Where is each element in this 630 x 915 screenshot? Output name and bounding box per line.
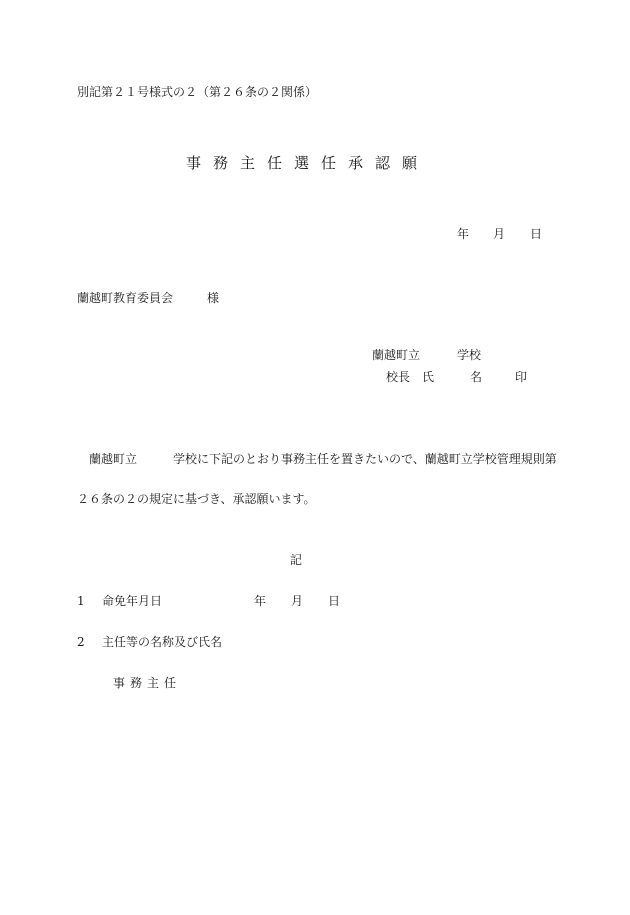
ki-heading: 記 xyxy=(290,553,303,567)
sender-school-suffix: 学校 xyxy=(457,348,482,362)
item2-label: 主任等の名称及び氏名 xyxy=(102,635,223,649)
item2-number: 2 xyxy=(77,635,85,649)
addressee-name: 蘭越町教育委員会 xyxy=(77,291,174,305)
form-identifier: 別記第２１号様式の２（第２６条の２関係） xyxy=(77,85,318,99)
date-day-label: 日 xyxy=(530,227,543,241)
sender-school-prefix: 蘭越町立 xyxy=(372,348,421,362)
item1-month-label: 月 xyxy=(291,594,304,608)
date-year-label: 年 xyxy=(457,227,470,241)
item1-label: 命免年月日 xyxy=(102,594,163,608)
position-title: 事務主任 xyxy=(113,676,182,690)
item1-number: 1 xyxy=(77,594,85,608)
addressee-honorific: 様 xyxy=(207,291,220,305)
principal-label: 校長 氏 xyxy=(386,370,435,384)
body-line2-text: ２６条の２の規定に基づき、承認願います。 xyxy=(77,492,316,506)
body-line1-text: 学校に下記のとおり事務主任を置きたいので、蘭越町立学校管理規則第 xyxy=(173,452,557,466)
item1-day-label: 日 xyxy=(328,594,341,608)
seal-label: 印 xyxy=(515,370,528,384)
date-month-label: 月 xyxy=(493,227,506,241)
item1-year-label: 年 xyxy=(254,594,267,608)
document-title: 事務主任選任承認願 xyxy=(186,154,430,172)
principal-name-label: 名 xyxy=(470,370,483,384)
body-line1-prefix: 蘭越町立 xyxy=(89,452,138,466)
